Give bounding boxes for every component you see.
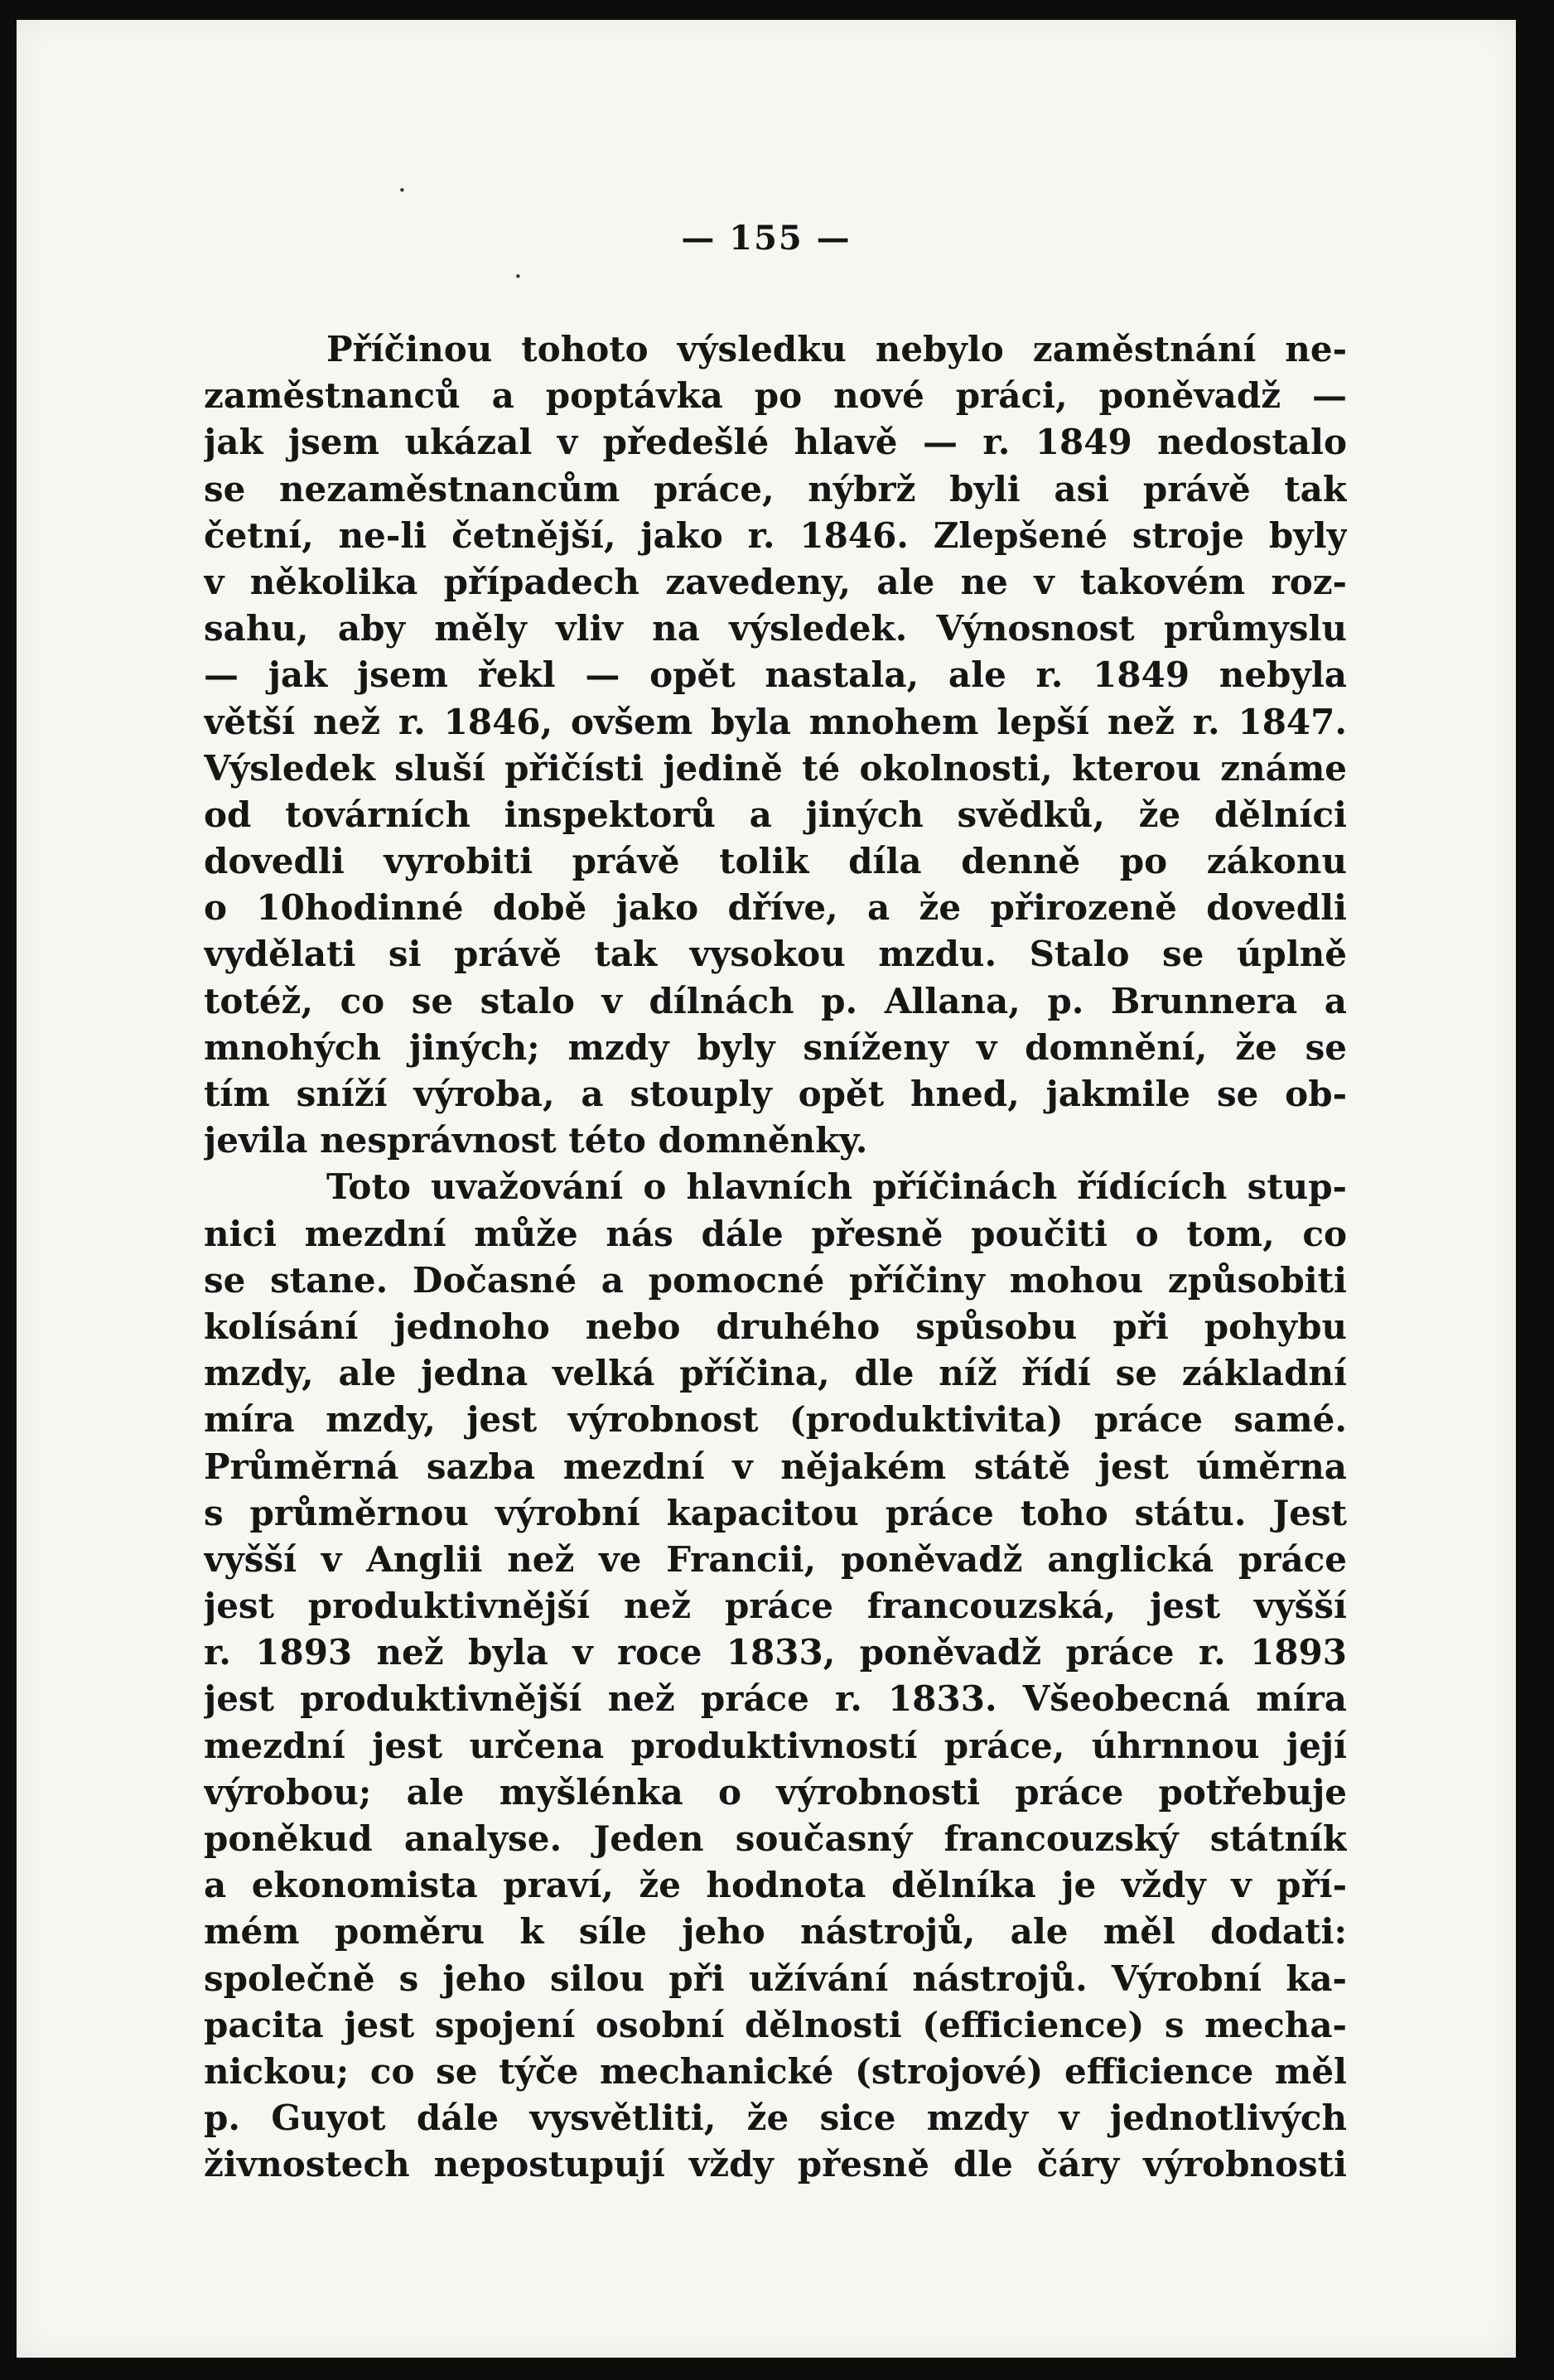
text-line: četní, ne-li četnější, jako r. 1846. Zlepšené stroje byly	[204, 514, 1347, 556]
ink-speck: ·	[514, 260, 523, 293]
text-line: mém poměru k síle jeho nástrojů, ale měl dodati:	[204, 1911, 1347, 1953]
text-line: tím sníží výroba, a stouply opět hned, jakmile se ob-	[204, 1074, 1347, 1114]
ink-speck: ·	[398, 174, 407, 207]
text-line: jest produktivnější než práce r. 1833. Všeobecná míra	[204, 1678, 1347, 1720]
text-line: Příčinou tohoto výsledku nebylo zaměstnání ne-	[326, 329, 1347, 369]
page-number: — 155 —	[681, 219, 852, 258]
text-line: výrobou; ale myšlénka o výrobnosti práce potřebuje	[204, 1771, 1347, 1813]
text-line: a ekonomista praví, že hodnota dělníka je vždy v pří-	[204, 1865, 1347, 1906]
text-line: se nezaměstnancům práce, nýbrž byli asi právě tak	[204, 468, 1347, 509]
text-line: společně s jeho silou při užívání nástrojů. Výrobní ka-	[204, 1958, 1347, 1999]
text-line: totéž, co se stalo v dílnách p. Allana, p. Brunnera a	[204, 980, 1347, 1021]
text-line: mezdní jest určena produktivností práce, úhrnnou její	[204, 1725, 1347, 1766]
text-line: mzdy, ale jedna velká příčina, dle níž řídí se základní	[204, 1353, 1347, 1394]
text-line: Toto uvažování o hlavních příčinách řídících stup-	[326, 1166, 1347, 1208]
text-line: Průměrná sazba mezdní v nějakém státě jest úměrna	[204, 1446, 1347, 1487]
text-line: zaměstnanců a poptávka po nové práci, poněvadž —	[204, 375, 1347, 417]
text-line: v několika případech zavedeny, ale ne v takovém roz-	[204, 561, 1347, 602]
text-line: míra mzdy, jest výrobnost (produktivita) práce samé.	[204, 1399, 1347, 1441]
text-line: jest produktivnější než práce francouzská, jest vyšší	[204, 1586, 1347, 1627]
text-line: — jak jsem řekl — opět nastala, ale r. 1849 nebyla	[204, 654, 1347, 696]
text-line: poněkud analyse. Jeden současný francouzský státník	[204, 1818, 1347, 1859]
text-line: mnohých jiných; mzdy byly sníženy v domnění, že se	[204, 1026, 1347, 1068]
text-line: o 10hodinné době jako dříve, a že přirozeně dovedli	[204, 887, 1347, 929]
body-text	[204, 326, 1347, 2189]
text-line: s průměrnou výrobní kapacitou práce toho státu. Jest	[204, 1492, 1347, 1533]
text-line: vyšší v Anglii než ve Francii, poněvadž anglická práce	[204, 1538, 1347, 1580]
text-line: r. 1893 než byla v roce 1833, poněvadž práce r. 1893	[204, 1632, 1347, 1673]
text-line: nickou; co se týče mechanické (strojové) efficience měl	[204, 2050, 1347, 2092]
text-line: nici mezdní může nás dále přesně poučiti o tom, co	[204, 1213, 1347, 1254]
text-line: jevila nesprávnost této domněnky.	[204, 1120, 868, 1161]
text-line: od továrních inspektorů a jiných svědků, že dělníci	[204, 794, 1347, 835]
text-line: větší než r. 1846, ovšem byla mnohem lepší než r. 1847.	[204, 701, 1347, 742]
book-page	[17, 20, 1516, 2358]
text-line: se stane. Dočasné a pomocné příčiny mohou způsobiti	[204, 1259, 1347, 1301]
text-line: sahu, aby měly vliv na výsledek. Výnosnost průmyslu	[204, 608, 1347, 649]
text-line: pacita jest spojení osobní dělnosti (efficience) s mecha-	[204, 2004, 1347, 2045]
text-line: p. Guyot dále vysvětliti, že sice mzdy v jednotlivých	[204, 2098, 1347, 2139]
text-line: kolísání jednoho nebo druhého spůsobu při pohybu	[204, 1306, 1347, 1347]
text-line: dovedli vyrobiti právě tolik díla denně po zákonu	[204, 841, 1347, 882]
text-line: živnostech nepostupují vždy přesně dle čáry výrobnosti	[204, 2144, 1347, 2185]
text-line: jak jsem ukázal v předešlé hlavě — r. 1849 nedostalo	[204, 422, 1347, 463]
text-line: Výsledek sluší přičísti jedině té okolnosti, kterou známe	[204, 747, 1347, 789]
text-line: vydělati si právě tak vysokou mzdu. Stalo se úplně	[204, 934, 1347, 975]
